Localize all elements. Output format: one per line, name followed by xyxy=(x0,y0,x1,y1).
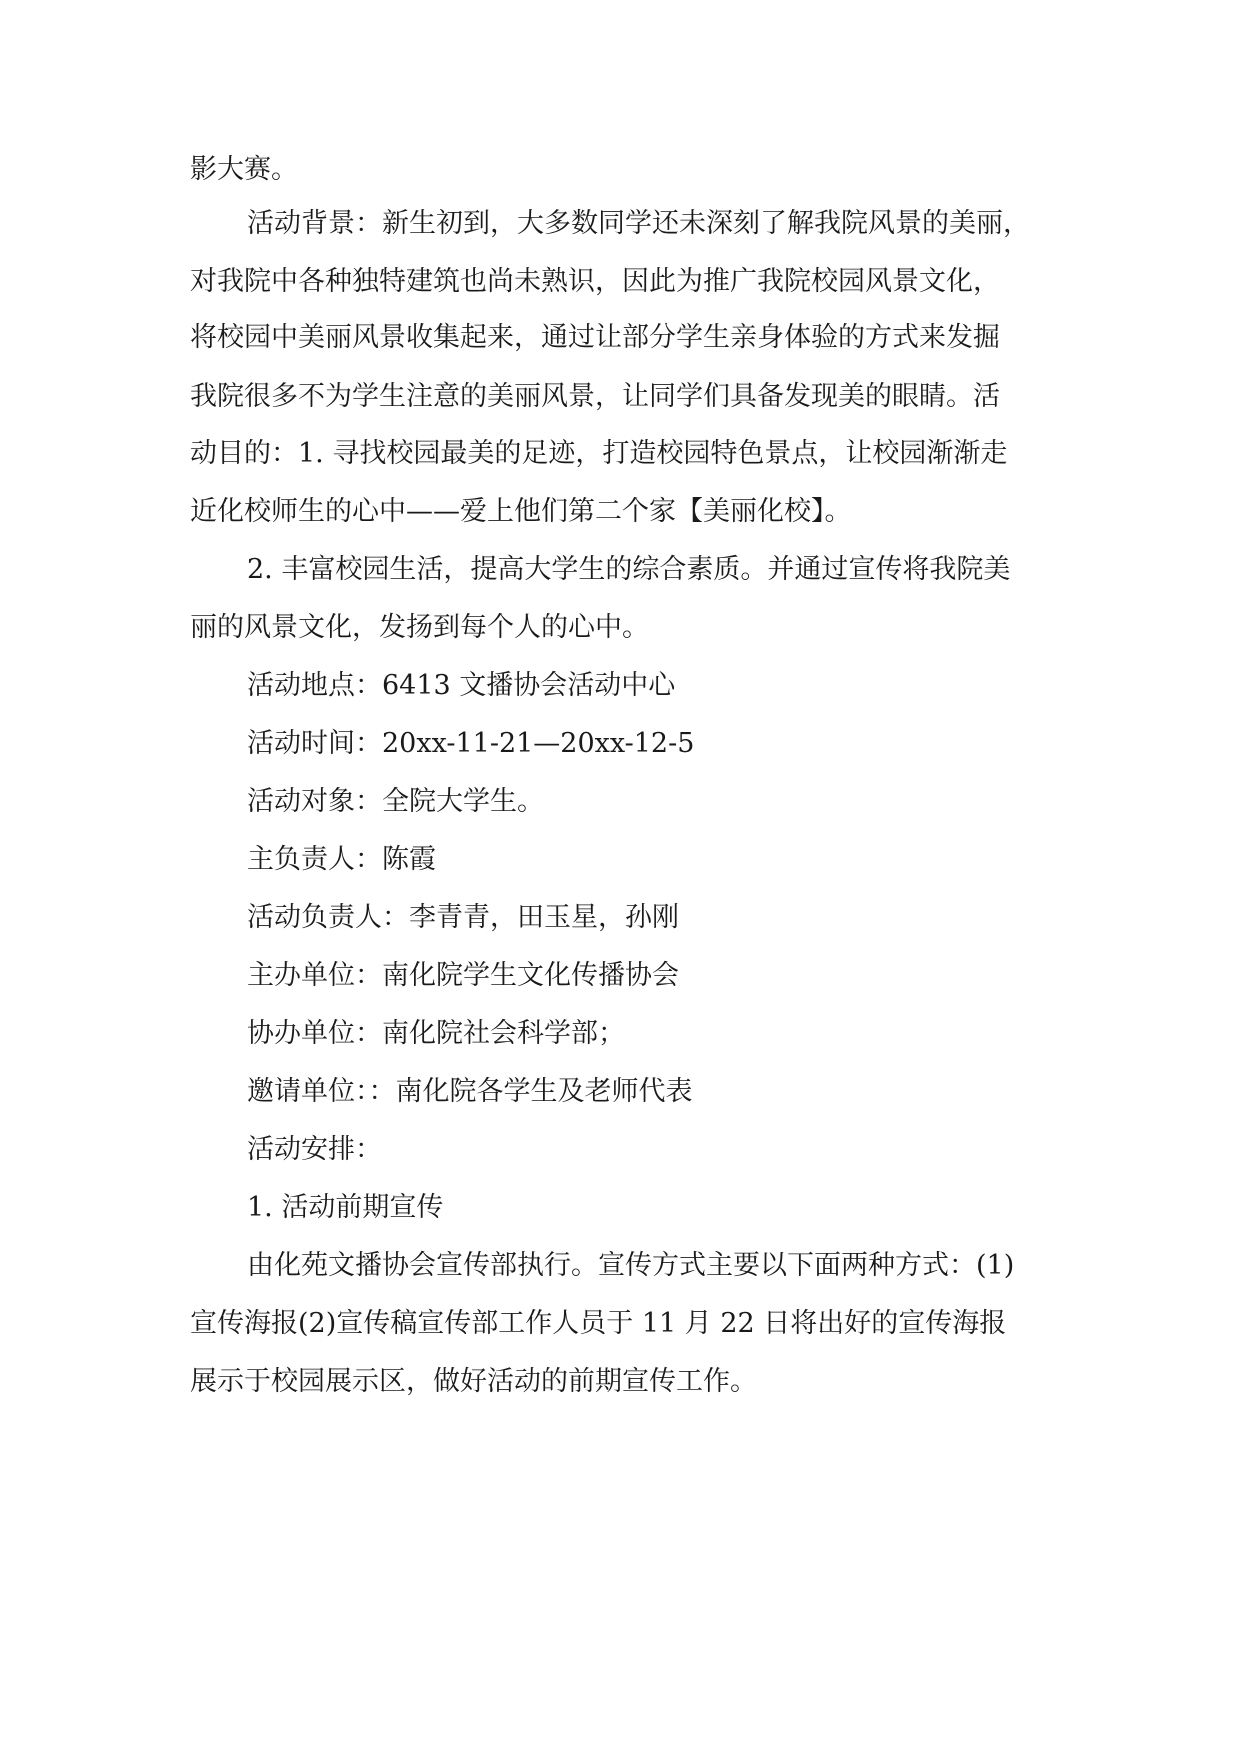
info-line-organizer: 主办单位：南化院学生文化传播协会 xyxy=(247,960,679,991)
paragraph-line: 展示于校园展示区，做好活动的前期宣传工作。 xyxy=(190,1366,757,1397)
info-line-time: 活动时间：20xx-11-21—20xx-12-5 xyxy=(247,728,695,759)
info-line-invited: 邀请单位：：南化院各学生及老师代表 xyxy=(247,1076,693,1107)
paragraph-line: 对我院中各种独特建筑也尚未熟识，因此为推广我院校园风景文化， xyxy=(190,266,1000,297)
paragraph-line: 将校园中美丽风景收集起来，通过让部分学生亲身体验的方式来发掘 xyxy=(190,322,1000,353)
info-line-lead: 主负责人：陈霞 xyxy=(247,844,436,875)
subsection-heading: 1. 活动前期宣传 xyxy=(247,1192,444,1223)
paragraph-line: 动目的：1. 寻找校园最美的足迹，打造校园特色景点，让校园渐渐走 xyxy=(190,438,1008,469)
info-line-managers: 活动负责人：李青青，田玉星，孙刚 xyxy=(247,902,679,933)
paragraph-line: 宣传海报(2)宣传稿宣传部工作人员于 11 月 22 日将出好的宣传海报 xyxy=(190,1308,1007,1339)
paragraph-line: 近化校师生的心中——爱上他们第二个家【美丽化校】。 xyxy=(190,496,852,527)
paragraph-line: 活动背景：新生初到，大多数同学还未深刻了解我院风景的美丽， xyxy=(247,208,1030,239)
paragraph-line: 2. 丰富校园生活，提高大学生的综合素质。并通过宣传将我院美 xyxy=(247,554,1011,585)
info-line-co-organizer: 协办单位：南化院社会科学部； xyxy=(247,1018,625,1049)
info-line-audience: 活动对象：全院大学生。 xyxy=(247,786,544,817)
section-heading: 活动安排： xyxy=(247,1134,382,1165)
paragraph-line: 由化苑文播协会宣传部执行。宣传方式主要以下面两种方式：(1) xyxy=(247,1250,1015,1281)
info-line-location: 活动地点：6413 文播协会活动中心 xyxy=(247,670,676,701)
paragraph-line: 我院很多不为学生注意的美丽风景，让同学们具备发现美的眼睛。活 xyxy=(190,381,1000,412)
paragraph-line: 影大赛。 xyxy=(190,154,298,185)
paragraph-line: 丽的风景文化，发扬到每个人的心中。 xyxy=(190,612,649,643)
